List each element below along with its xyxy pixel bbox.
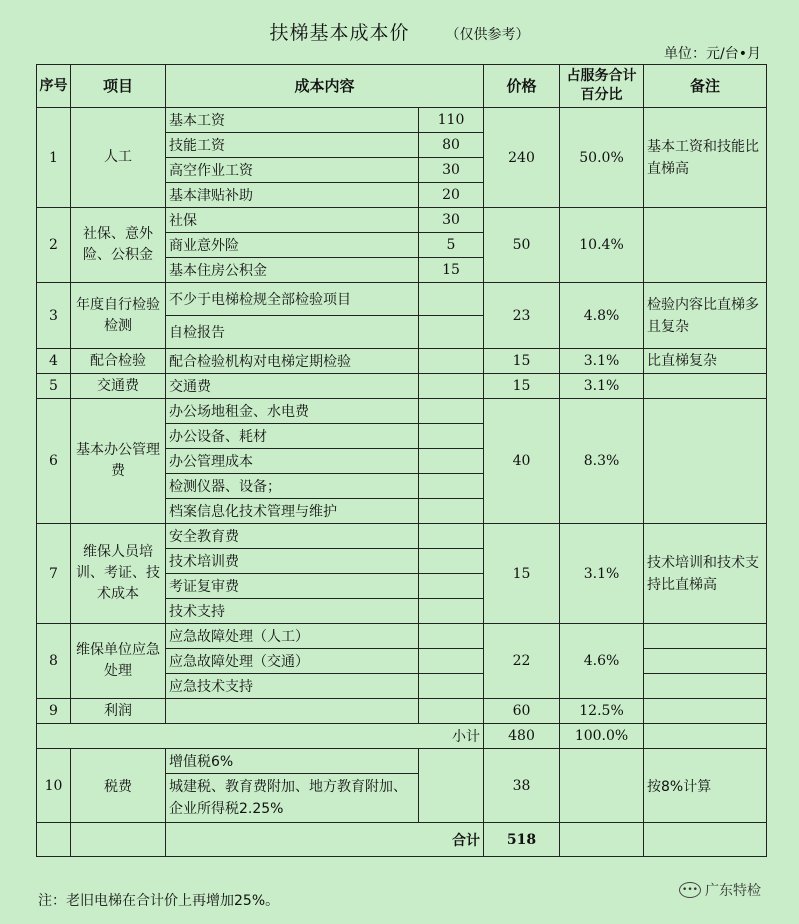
- row-price: 15: [484, 374, 560, 399]
- row-item: 基本办公管理费: [71, 399, 166, 524]
- sub-item-name: 基本津贴补助: [166, 183, 419, 208]
- row-seq: 6: [37, 399, 71, 524]
- page-title: [0, 18, 799, 45]
- sub-item-amount: [419, 499, 484, 524]
- sub-item-amount: [419, 474, 484, 499]
- sub-item-name: 不少于电梯检规全部检验项目: [166, 283, 419, 316]
- header-percent: 占服务合计百分比: [560, 65, 644, 108]
- row-remark: [644, 674, 767, 699]
- row-price: 40: [484, 399, 560, 524]
- sub-item-name: 技能工资: [166, 133, 419, 158]
- sub-item-amount: 110: [419, 108, 484, 133]
- sub-item-amount: [419, 316, 484, 349]
- sub-item-name: 高空作业工资: [166, 158, 419, 183]
- tax-item: 税费: [71, 749, 166, 823]
- sub-item-amount: [419, 699, 484, 724]
- tax-row: [37, 749, 767, 774]
- sub-item-amount: [419, 424, 484, 449]
- row-remark: [644, 699, 767, 724]
- table-row: [37, 699, 767, 724]
- row-percent: 50.0%: [560, 108, 644, 208]
- sub-item-name: 社保: [166, 208, 419, 233]
- row-remark: 基本工资和技能比直梯高: [644, 108, 767, 208]
- header-content: 成本内容: [166, 65, 484, 108]
- sub-item-name: 安全教育费: [166, 524, 419, 549]
- sub-item-amount: [419, 449, 484, 474]
- row-percent: 4.6%: [560, 624, 644, 699]
- row-percent: 3.1%: [560, 374, 644, 399]
- table-row: [37, 524, 767, 549]
- sub-item-amount: [419, 674, 484, 699]
- sub-item-amount: [419, 599, 484, 624]
- tax-line2: 城建税、教育费附加、地方教育附加、企业所得税2.25%: [166, 774, 419, 823]
- tax-seq: 10: [37, 749, 71, 823]
- sub-item-amount: 30: [419, 158, 484, 183]
- row-price: 23: [484, 283, 560, 349]
- row-seq: 8: [37, 624, 71, 699]
- row-item: 维保人员培训、考证、技术成本: [71, 524, 166, 624]
- sub-item-name: 应急故障处理（交通）: [166, 649, 419, 674]
- table-row: [37, 283, 767, 316]
- sub-item-name: 考证复审费: [166, 574, 419, 599]
- row-item: 交通费: [71, 374, 166, 399]
- subtotal-percent: 100.0%: [560, 724, 644, 749]
- table-row: [37, 108, 767, 133]
- row-price: 240: [484, 108, 560, 208]
- tax-line1: 增值税6%: [166, 749, 419, 774]
- cost-table: [36, 64, 767, 857]
- tax-percent: [560, 749, 644, 823]
- header-price: 价格: [484, 65, 560, 108]
- row-remark: [644, 399, 767, 524]
- sub-item-amount: [419, 349, 484, 374]
- row-percent: 3.1%: [560, 524, 644, 624]
- sub-item-name: 自检报告: [166, 316, 419, 349]
- sub-item-name: 检测仪器、设备；: [166, 474, 419, 499]
- sub-item-name: 商业意外险: [166, 233, 419, 258]
- header-seq: 序号: [37, 65, 71, 108]
- sub-item-name: 办公场地租金、水电费: [166, 399, 419, 424]
- header-remark: 备注: [644, 65, 767, 108]
- title-text: 扶梯基本成本价: [269, 22, 410, 44]
- sub-item-amount: [419, 524, 484, 549]
- row-remark: 技术培训和技术支持比直梯高: [644, 524, 767, 624]
- row-item: 配合检验: [71, 349, 166, 374]
- sub-item-name: [166, 699, 419, 724]
- total-blank: [37, 823, 71, 857]
- row-remark: [644, 208, 767, 283]
- row-price: 50: [484, 208, 560, 283]
- row-item: 社保、意外险、公积金: [71, 208, 166, 283]
- row-price: 60: [484, 699, 560, 724]
- table-row: [37, 374, 767, 399]
- total-price: 518: [484, 823, 560, 857]
- row-seq: 2: [37, 208, 71, 283]
- row-price: 15: [484, 349, 560, 374]
- sub-item-name: 技术支持: [166, 599, 419, 624]
- sub-item-name: 档案信息化技术管理与维护: [166, 499, 419, 524]
- header-item: 项目: [71, 65, 166, 108]
- sub-item-amount: 5: [419, 233, 484, 258]
- table-row: [37, 208, 767, 233]
- unit-label: 单位：元/台•月: [664, 46, 761, 62]
- sub-item-name: 交通费: [166, 374, 419, 399]
- sub-item-amount: [419, 624, 484, 649]
- total-blank: [71, 823, 166, 857]
- row-item: 年度自行检验检测: [71, 283, 166, 349]
- sub-item-name: 配合检验机构对电梯定期检验: [166, 349, 419, 374]
- row-seq: 4: [37, 349, 71, 374]
- header-row: [37, 65, 767, 108]
- watermark: [679, 880, 761, 900]
- sub-item-name: 应急故障处理（人工）: [166, 624, 419, 649]
- subtotal-remark: [644, 724, 767, 749]
- tax-remark: 按8%计算: [644, 749, 767, 823]
- row-seq: 9: [37, 699, 71, 724]
- watermark-text: 广东特检: [705, 883, 761, 899]
- row-seq: 1: [37, 108, 71, 208]
- row-seq: 5: [37, 374, 71, 399]
- row-item: 维保单位应急处理: [71, 624, 166, 699]
- row-price: 15: [484, 524, 560, 624]
- sub-item-amount: [419, 283, 484, 316]
- row-percent: 10.4%: [560, 208, 644, 283]
- sub-item-name: 基本住房公积金: [166, 258, 419, 283]
- total-remark: [644, 823, 767, 857]
- sub-item-name: 应急技术支持: [166, 674, 419, 699]
- wechat-icon: •••: [679, 882, 701, 898]
- subtotal-label: 小计: [37, 724, 484, 749]
- footnote: 注：老旧电梯在合计价上再增加25%。: [38, 893, 280, 909]
- sub-item-amount: 30: [419, 208, 484, 233]
- row-price: 22: [484, 624, 560, 699]
- row-remark: [644, 374, 767, 399]
- total-percent: [560, 823, 644, 857]
- sub-item-amount: [419, 374, 484, 399]
- sub-item-name: 技术培训费: [166, 549, 419, 574]
- sub-item-amount: 20: [419, 183, 484, 208]
- table-row: [37, 349, 767, 374]
- total-label: 合计: [166, 823, 484, 857]
- row-remark: 检验内容比直梯多且复杂: [644, 283, 767, 349]
- row-remark: [644, 624, 767, 649]
- subtotal-row: [37, 724, 767, 749]
- sub-item-amount: [419, 399, 484, 424]
- sub-item-amount: [419, 549, 484, 574]
- row-percent: 8.3%: [560, 399, 644, 524]
- table-row: [37, 399, 767, 424]
- table-row: [37, 624, 767, 649]
- sub-item-amount: [419, 649, 484, 674]
- sub-item-amount: 80: [419, 133, 484, 158]
- sub-item-name: 办公管理成本: [166, 449, 419, 474]
- row-item: 人工: [71, 108, 166, 208]
- row-seq: 7: [37, 524, 71, 624]
- row-percent: 3.1%: [560, 349, 644, 374]
- subtotal-price: 480: [484, 724, 560, 749]
- sub-item-amount: 15: [419, 258, 484, 283]
- subtitle-text: （仅供参考）: [445, 27, 530, 43]
- row-percent: 4.8%: [560, 283, 644, 349]
- row-seq: 3: [37, 283, 71, 349]
- sub-item-name: 基本工资: [166, 108, 419, 133]
- row-remark: 比直梯复杂: [644, 349, 767, 374]
- tax-price: 38: [484, 749, 560, 823]
- sub-item-name: 办公设备、耗材: [166, 424, 419, 449]
- row-remark: [644, 649, 767, 674]
- table-body: [37, 65, 767, 857]
- sub-item-amount: [419, 574, 484, 599]
- total-row: [37, 823, 767, 857]
- tax-amount: [419, 749, 484, 823]
- row-item: 利润: [71, 699, 166, 724]
- row-percent: 12.5%: [560, 699, 644, 724]
